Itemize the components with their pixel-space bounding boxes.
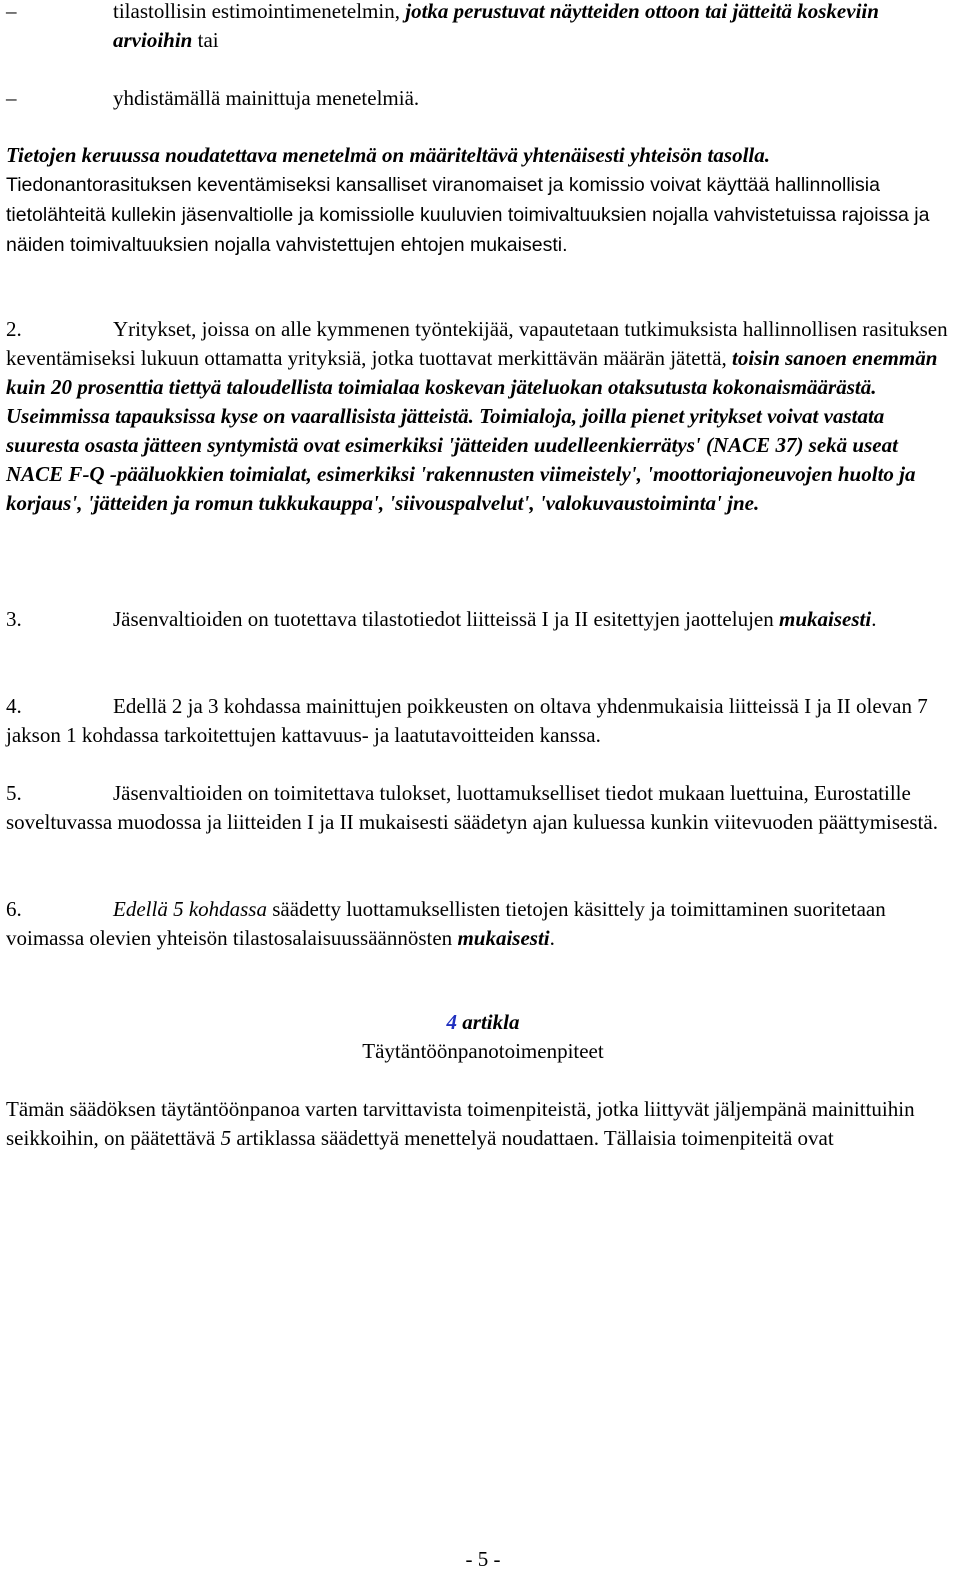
paragraph-number: 6.	[6, 897, 22, 921]
paragraph-text: Jäsenvaltioiden on toimitettava tulokset, luottamukselliset tiedot mukaan luettuina, Eurostatille soveltuvassa muodossa ja liitteiden I ja II mukaisesti säädetyn ajan kuluessa kunkin viitevuoden päättymisestä.	[6, 781, 938, 834]
list-item	[6, 0, 946, 55]
paragraph-5	[6, 779, 954, 837]
closing-text-part2: artiklassa säädettyä menettelyä noudattaen. Tällaisia toimenpiteitä ovat	[236, 1126, 834, 1150]
paragraph-text: Edellä 2 ja 3 kohdassa mainittujen poikkeusten on oltava yhdenmukaisia liitteissä I ja II olevan 7 jakson 1 kohdassa tarkoitettujen kattavuus- ja laatutavoitteiden kanssa.	[6, 694, 928, 747]
article-number: 4	[446, 1010, 458, 1034]
list-item	[6, 84, 946, 113]
paragraph-tail-text: .	[549, 926, 555, 950]
list-item-normal-text: tilastollisin estimointimenetelmin,	[113, 0, 400, 23]
list-item-tail-text: tai	[197, 28, 219, 52]
paragraph-emphasis-text: mukaisesti	[457, 926, 550, 950]
paragraph-normal-text: Yritykset, joissa on alle kymmenen työntekijää, vapautetaan tutkimuksista hallinnollisen rasituksen keventämiseksi lukuun ottamatta yrityksiä, jotka tuottavat merkittävän määrän jätettä,	[6, 317, 948, 370]
list-item-text	[113, 0, 946, 55]
list-item-emphasis-text: jotka perustuvat näytteiden ottoon tai jätteitä koskeviin arvioihin	[113, 0, 879, 52]
page-number: - 5 -	[465, 1547, 501, 1571]
paragraph-emphasis-text: mukaisesti	[779, 607, 872, 631]
list-item-text: yhdistämällä mainittuja menetelmiä.	[113, 86, 420, 110]
paragraph-number: 2.	[6, 317, 22, 341]
closing-text-part1: Tämän säädöksen täytäntöönpanoa varten tarvittavista toimenpiteistä, jotka liittyvät jäljempänä mainittuihin seikkoihin, on päätettävä	[6, 1097, 915, 1150]
closing-italic-text: 5	[220, 1126, 232, 1150]
paragraph-4	[6, 692, 954, 750]
paragraph-3	[6, 605, 954, 634]
paragraph-tail-text: .	[871, 607, 877, 631]
paragraph-emphasis-text: toisin sanoen enemmän kuin 20 prosenttia tiettyä taloudellista toimialaa koskevan jäteluokan otaksutusta kokonaismäärästä. Useimmissa tapauksissa kyse on vaarallisista jätteistä. Toimialoja, joilla pienet yritykset voivat vastata suuresta osasta jätteen syntymistä ovat esimerkiksi 'jätteiden uudelleenkierrätys' (NACE 37) sekä useat NACE F-Q -pääluokkien toimialat, esimerkiksi 'rakennusten viimeistely', 'moottoriajoneuvojen huolto ja korjaus', 'jätteiden ja romun tukkukauppa', 'siivouspalvelut', 'valokuvaustoiminta' jne.	[6, 346, 938, 515]
article-title: Täytäntöönpanotoimenpiteet	[362, 1039, 604, 1063]
list-dash: –	[6, 86, 17, 110]
paragraph-normal-text: säädetty luottamuksellisten tietojen käsittely ja toimittaminen suoritetaan voimassa olevien yhteisön tilastosalaisuussäännösten	[6, 897, 886, 950]
article-heading	[0, 1008, 960, 1037]
paragraph-number: 5.	[6, 781, 22, 805]
intro-paragraph	[6, 141, 954, 260]
paragraph-6	[6, 895, 954, 953]
paragraph-italic-text: Edellä 5 kohdassa	[113, 897, 267, 921]
article-word: artikla	[462, 1010, 520, 1034]
intro-emphasis-text: Tietojen keruussa noudatettava menetelmä on määriteltävä yhtenäisesti yhteisön tasolla.	[6, 143, 770, 167]
paragraph-number: 3.	[6, 607, 22, 631]
intro-sans-text: Tiedonantorasituksen keventämiseksi kansalliset viranomaiset ja komissio voivat käyttää hallinnollisia tietolähteitä kullekin jäsenvaltiolle ja komissiolle kuuluvien toimivaltuuksien nojalla vahvistetuissa rajoissa ja näiden toimivaltuuksien nojalla vahvistettujen ehtojen mukaisesti.	[6, 174, 930, 256]
closing-paragraph	[6, 1095, 954, 1153]
paragraph-2	[6, 315, 954, 518]
list-dash: –	[6, 0, 17, 23]
paragraph-normal-text: Jäsenvaltioiden on tuotettava tilastotiedot liitteissä I ja II esitettyjen jaottelujen	[113, 607, 774, 631]
paragraph-number: 4.	[6, 694, 22, 718]
